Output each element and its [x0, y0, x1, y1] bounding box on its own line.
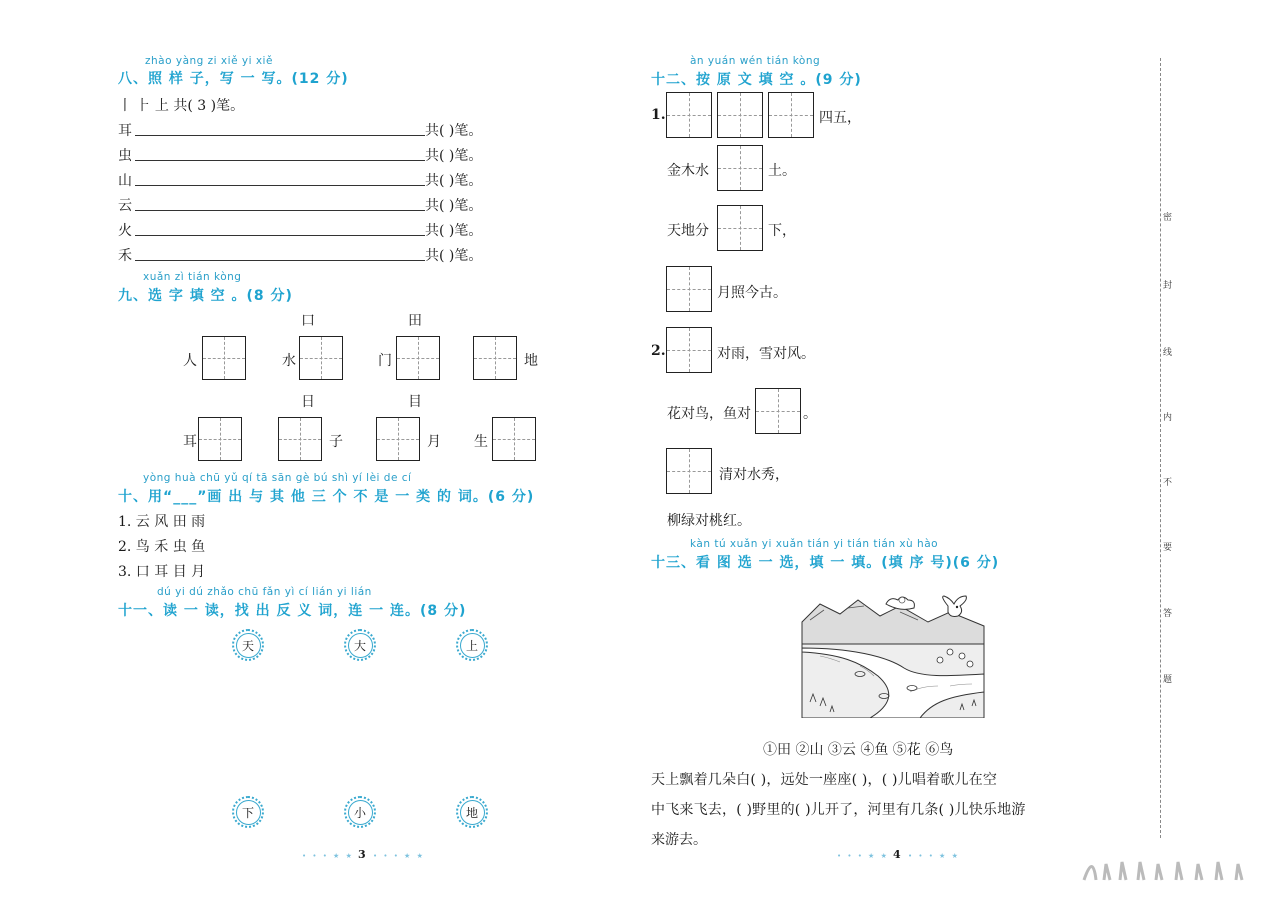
seal-char: 答	[1163, 609, 1173, 619]
s12-answer-box[interactable]	[666, 266, 712, 312]
s10-item: 3. 口 耳 目 月	[118, 564, 206, 580]
s9-option: 田	[408, 313, 422, 329]
watermark-scribble	[1080, 858, 1260, 886]
s9-word-part: 人	[183, 353, 197, 369]
s9-word-part: 耳	[183, 434, 197, 450]
s12-line-text: 对雨，雪对风。	[717, 346, 815, 362]
s12-line-text: 下，	[768, 223, 796, 239]
s11-word-seal[interactable]	[456, 796, 488, 828]
s12-number: 2.	[651, 343, 666, 359]
s8-row-tail: 共( )笔。	[425, 173, 483, 189]
s10-item: 2. 鸟 禾 虫 鱼	[118, 539, 206, 555]
s11-word-seal[interactable]	[232, 629, 264, 661]
s8-example: 丨 ⺊ 上 共( 3 )笔。	[118, 98, 245, 114]
s9-answer-box[interactable]	[299, 336, 343, 380]
s9-word-part: 水	[282, 353, 296, 369]
page-deco-stars: • • • ★ ★	[373, 852, 425, 860]
s9-answer-box[interactable]	[473, 336, 517, 380]
s11-word-seal[interactable]	[344, 629, 376, 661]
s9-answer-box[interactable]	[376, 417, 420, 461]
s12-line-text: 四五，	[819, 110, 861, 126]
s8-row-tail: 共( )笔。	[425, 248, 483, 264]
s8-row-tail: 共( )笔。	[425, 223, 483, 239]
page-number: 4	[893, 848, 901, 861]
seal-char: 密	[1163, 213, 1173, 223]
s10-item: 1. 云 风 田 雨	[118, 514, 206, 530]
page-deco-stars: • • • ★ ★	[302, 852, 354, 860]
s12-line-text: 花对鸟，鱼对	[667, 406, 751, 422]
s12-line-text: 。	[803, 406, 817, 422]
s8-row-line[interactable]	[135, 260, 425, 261]
s12-answer-box[interactable]	[717, 205, 763, 251]
s8-row-line[interactable]	[135, 160, 425, 161]
s12-pinyin: àn yuán wén tián kòng	[690, 55, 821, 67]
s8-row-char: 火	[118, 223, 132, 239]
seal-char: 封	[1163, 281, 1173, 291]
landscape-illustration	[800, 592, 986, 718]
s9-option: 日	[301, 394, 315, 410]
s12-answer-box[interactable]	[768, 92, 814, 138]
s11-word: 小	[348, 800, 373, 825]
s13-title: 十三、看 图 选 一 选，填 一 填。(填 序 号)(6 分)	[651, 555, 1000, 571]
s8-row-line[interactable]	[135, 135, 425, 136]
s12-line-text: 金木水	[667, 163, 709, 179]
page-deco-stars: • • • ★ ★	[837, 852, 889, 860]
s9-option: 口	[301, 313, 315, 329]
s12-answer-box[interactable]	[666, 327, 712, 373]
s12-number: 1.	[651, 107, 666, 123]
s9-answer-box[interactable]	[278, 417, 322, 461]
s10-title: 十、用“___”画 出 与 其 他 三 个 不 是 一 类 的 词。(6 分)	[118, 489, 535, 505]
s9-answer-box[interactable]	[396, 336, 440, 380]
s11-word: 下	[236, 800, 261, 825]
s8-row-line[interactable]	[135, 185, 425, 186]
s12-line-text: 清对水秀，	[719, 467, 789, 483]
s9-answer-box[interactable]	[198, 417, 242, 461]
s11-word: 大	[348, 633, 373, 658]
s9-pinyin: xuǎn zì tián kòng	[143, 271, 242, 283]
s11-word-seal[interactable]	[344, 796, 376, 828]
s8-row-char: 禾	[118, 248, 132, 264]
s12-line-text: 土。	[768, 163, 796, 179]
s11-pinyin: dú yi dú zhǎo chū fǎn yì cí lián yi lián	[157, 586, 372, 598]
seal-line	[1160, 58, 1161, 838]
s13-paragraph-line: 中飞来飞去，( )野里的( )儿开了，河里有几条( )儿快乐地游	[651, 802, 1026, 818]
s8-row-line[interactable]	[135, 235, 425, 236]
s8-row-line[interactable]	[135, 210, 425, 211]
page-deco-stars: • • • ★ ★	[908, 852, 960, 860]
page-number: 3	[358, 848, 366, 861]
s8-row-tail: 共( )笔。	[425, 148, 483, 164]
s8-pinyin: zhào yàng zi xiě yi xiě	[145, 55, 273, 67]
seal-char: 题	[1163, 675, 1173, 685]
s8-row-tail: 共( )笔。	[425, 198, 483, 214]
s11-word: 天	[236, 633, 261, 658]
seal-char: 内	[1163, 413, 1173, 423]
s12-answer-box[interactable]	[717, 92, 763, 138]
s11-word: 地	[460, 800, 485, 825]
s13-options: ①田 ②山 ③云 ④鱼 ⑤花 ⑥鸟	[763, 742, 954, 758]
s8-title: 八、照 样 子，写 一 写。(12 分)	[118, 71, 349, 87]
s11-word: 上	[460, 633, 485, 658]
s11-word-seal[interactable]	[456, 629, 488, 661]
s9-answer-box[interactable]	[492, 417, 536, 461]
s11-title: 十一、读 一 读，找 出 反 义 词，连 一 连。(8 分)	[118, 603, 467, 619]
s12-answer-box[interactable]	[666, 448, 712, 494]
s8-row-char: 云	[118, 198, 132, 214]
s13-paragraph-line: 来游去。	[651, 832, 707, 848]
s8-row-char: 山	[118, 173, 132, 189]
s9-word-part: 月	[427, 434, 441, 450]
s12-line-text: 柳绿对桃红。	[667, 513, 751, 529]
s10-pinyin: yòng huà chū yǔ qí tā sān gè bú shì yí lèi de cí	[143, 472, 412, 484]
s12-answer-box[interactable]	[717, 145, 763, 191]
s8-row-char: 虫	[118, 148, 132, 164]
s12-answer-box[interactable]	[666, 92, 712, 138]
s9-answer-box[interactable]	[202, 336, 246, 380]
s9-option: 目	[408, 394, 422, 410]
s9-word-part: 子	[329, 434, 343, 450]
s8-row-char: 耳	[118, 123, 132, 139]
s12-line-text: 月照今古。	[717, 285, 787, 301]
seal-char: 线	[1163, 348, 1173, 358]
s12-line-text: 天地分	[667, 223, 709, 239]
s13-paragraph-line: 天上飘着几朵白( )，远处一座座( )，( )儿唱着歌儿在空	[651, 772, 998, 788]
seal-char: 要	[1163, 543, 1173, 553]
s12-answer-box[interactable]	[755, 388, 801, 434]
s11-word-seal[interactable]	[232, 796, 264, 828]
s9-title: 九、选 字 填 空 。(8 分)	[118, 288, 293, 304]
s9-word-part: 门	[378, 353, 392, 369]
seal-char: 不	[1163, 478, 1173, 488]
s13-pinyin: kàn tú xuǎn yi xuǎn tián yi tián tián xù hào	[690, 538, 939, 550]
s12-title: 十二、按 原 文 填 空 。(9 分)	[651, 72, 862, 88]
s8-row-tail: 共( )笔。	[425, 123, 483, 139]
s9-word-part: 地	[524, 353, 538, 369]
s9-word-part: 生	[474, 434, 488, 450]
